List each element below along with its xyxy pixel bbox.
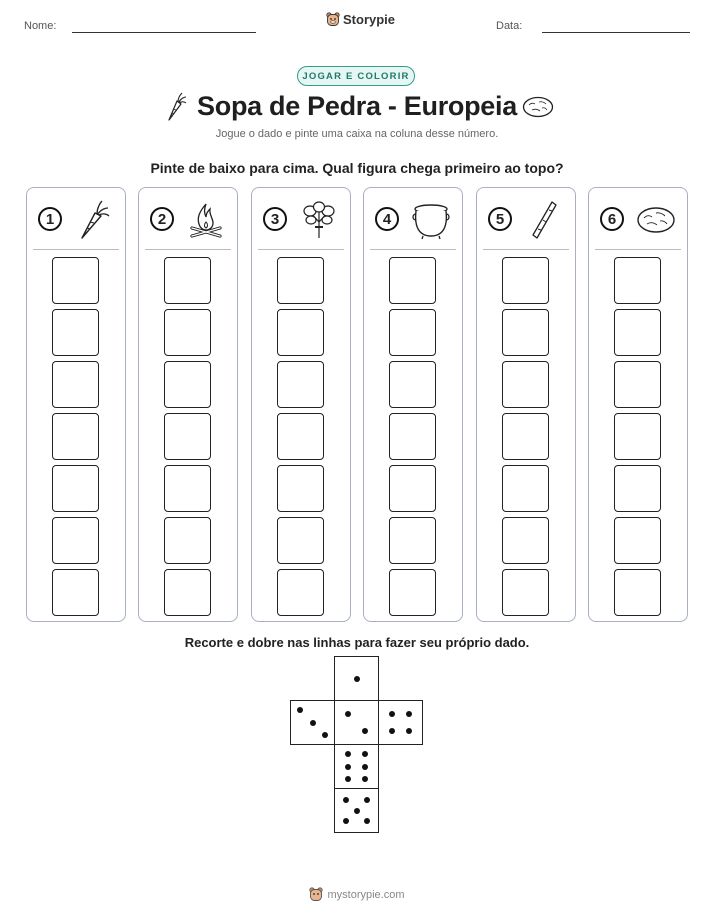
color-box[interactable]: [614, 309, 661, 356]
die-pip: [343, 797, 349, 803]
die-pip: [345, 776, 351, 782]
color-box[interactable]: [389, 517, 436, 564]
die-pip: [362, 751, 368, 757]
column-divider: [370, 249, 456, 250]
color-box[interactable]: [502, 413, 549, 460]
name-label: Nome:: [24, 20, 57, 32]
stone-icon: [635, 200, 677, 240]
column-4: [363, 187, 463, 622]
herbs-icon: [298, 200, 340, 240]
column-divider: [145, 249, 231, 250]
footer: [0, 887, 714, 902]
color-box[interactable]: [502, 517, 549, 564]
column-5: [476, 187, 576, 622]
die-pip: [345, 711, 351, 717]
column-divider: [483, 249, 569, 250]
color-box[interactable]: [277, 413, 324, 460]
die-pip: [362, 776, 368, 782]
page-title: Sopa de Pedra - Europeia: [197, 91, 517, 121]
die-face-1: [334, 656, 379, 701]
column-6: [588, 187, 688, 622]
color-box[interactable]: [52, 517, 99, 564]
color-box[interactable]: [52, 257, 99, 304]
color-box[interactable]: [502, 465, 549, 512]
die-pip: [345, 751, 351, 757]
color-box[interactable]: [277, 309, 324, 356]
color-box[interactable]: [277, 465, 324, 512]
die-face-6: [334, 744, 379, 789]
color-box[interactable]: [277, 569, 324, 616]
name-line[interactable]: [72, 32, 256, 33]
color-box[interactable]: [502, 569, 549, 616]
die-pip: [297, 707, 303, 713]
color-box[interactable]: [277, 361, 324, 408]
carrot-icon: [73, 200, 115, 240]
die-face-3: [290, 700, 335, 745]
color-box[interactable]: [277, 257, 324, 304]
die-pip: [354, 676, 360, 682]
color-box[interactable]: [164, 257, 211, 304]
brand-logo: [326, 12, 395, 27]
color-box[interactable]: [614, 257, 661, 304]
storypie-mascot-icon: [309, 887, 323, 902]
die-face-5: [334, 788, 379, 833]
color-box[interactable]: [614, 517, 661, 564]
color-box[interactable]: [52, 569, 99, 616]
activity-badge: JOGAR E COLORIR: [297, 66, 415, 86]
color-box[interactable]: [164, 413, 211, 460]
stick-icon: [523, 200, 565, 240]
color-box[interactable]: [614, 413, 661, 460]
date-line[interactable]: [542, 32, 690, 33]
color-box[interactable]: [389, 361, 436, 408]
die-pip: [343, 818, 349, 824]
die-pip: [354, 808, 360, 814]
color-box[interactable]: [52, 309, 99, 356]
die-pip: [310, 720, 316, 726]
die-pip: [406, 728, 412, 734]
color-box[interactable]: [389, 413, 436, 460]
page-subtitle: Jogue o dado e pinte uma caixa na coluna desse número.: [215, 128, 499, 140]
column-number: 3: [263, 207, 287, 231]
column-divider: [258, 249, 344, 250]
stone-title-icon: [522, 96, 554, 118]
die-face-2: [334, 700, 379, 745]
color-box[interactable]: [614, 361, 661, 408]
color-box[interactable]: [164, 361, 211, 408]
coloring-instruction: Pinte de baixo para cima. Qual figura chega primeiro ao topo?: [150, 160, 564, 176]
column-2: [138, 187, 238, 622]
campfire-icon: [185, 200, 227, 240]
dice-instruction: Recorte e dobre nas linhas para fazer seu próprio dado.: [184, 635, 530, 650]
die-face-4: [378, 700, 423, 745]
color-box[interactable]: [52, 361, 99, 408]
color-box[interactable]: [164, 465, 211, 512]
color-box[interactable]: [502, 309, 549, 356]
column-1: [26, 187, 126, 622]
column-divider: [33, 249, 119, 250]
color-box[interactable]: [164, 569, 211, 616]
color-box[interactable]: [389, 465, 436, 512]
pot-icon: [410, 200, 452, 240]
color-box[interactable]: [164, 309, 211, 356]
color-box[interactable]: [614, 465, 661, 512]
footer-url[interactable]: mystorypie.com: [327, 888, 405, 901]
column-number: 6: [600, 207, 624, 231]
color-box[interactable]: [389, 257, 436, 304]
column-number: 4: [375, 207, 399, 231]
die-pip: [406, 711, 412, 717]
column-number: 2: [150, 207, 174, 231]
color-box[interactable]: [52, 465, 99, 512]
die-pip: [389, 728, 395, 734]
column-number: 5: [488, 207, 512, 231]
brand-name: Storypie: [343, 12, 396, 27]
date-label: Data:: [496, 20, 523, 32]
die-pip: [362, 728, 368, 734]
color-box[interactable]: [502, 257, 549, 304]
column-number: 1: [38, 207, 62, 231]
color-box[interactable]: [164, 517, 211, 564]
die-pip: [322, 732, 328, 738]
color-box[interactable]: [52, 413, 99, 460]
color-box[interactable]: [614, 569, 661, 616]
column-divider: [595, 249, 681, 250]
storypie-mascot-icon: [326, 12, 340, 27]
die-pip: [362, 764, 368, 770]
die-pip: [364, 797, 370, 803]
die-pip: [345, 764, 351, 770]
color-box[interactable]: [277, 517, 324, 564]
color-box[interactable]: [389, 309, 436, 356]
die-pip: [389, 711, 395, 717]
column-3: [251, 187, 351, 622]
color-box[interactable]: [502, 361, 549, 408]
color-box[interactable]: [389, 569, 436, 616]
die-pip: [364, 818, 370, 824]
